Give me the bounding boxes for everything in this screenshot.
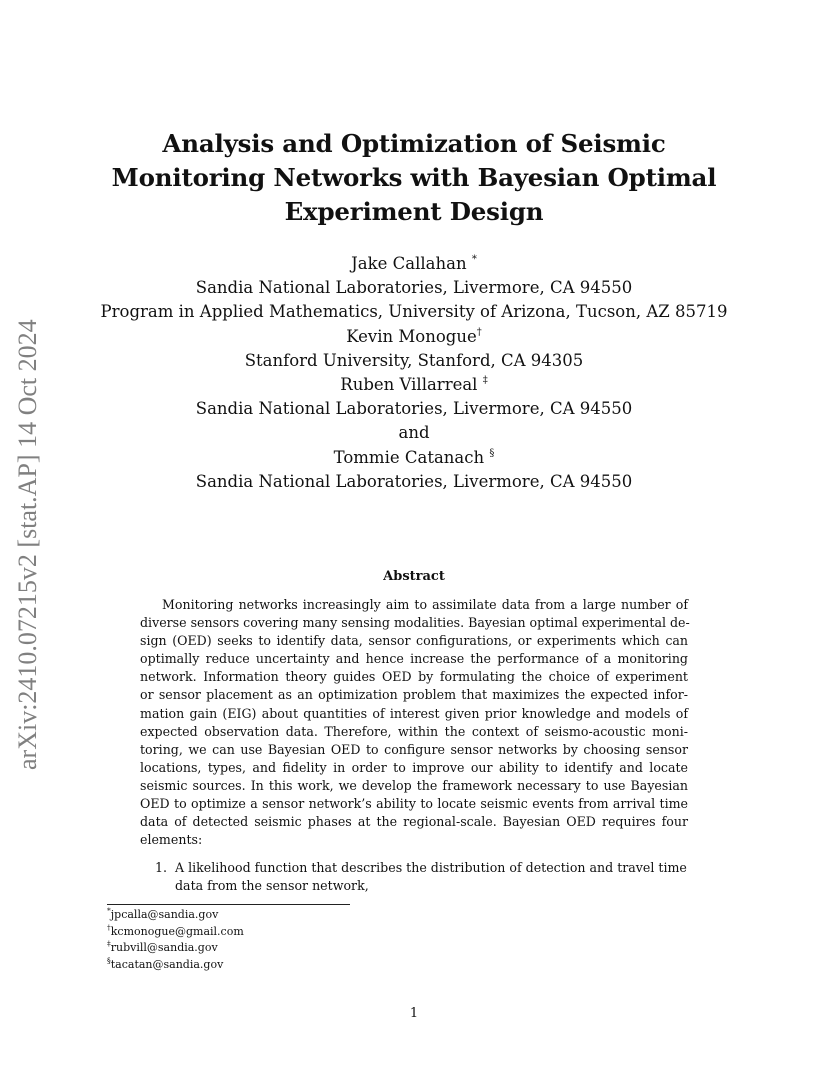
title-line: Monitoring Networks with Bayesian Optimal [111,163,717,192]
footnote-mark: ‡ [482,375,488,387]
footnotes [107,907,244,973]
page-number: 1 [409,1006,419,1021]
abstract-line: elements: [140,832,203,848]
abstract-line: OED to optimize a sensor network’s ability to locate seismic events from arrival time [140,796,688,812]
footnote-email: jpcalla@sandia.gov [110,908,219,921]
footnote-mark: * [471,254,477,265]
abstract-line: toring, we can use Bayesian OED to configure sensor networks by choosing sensor [140,741,688,757]
footnote [107,957,244,974]
footnote-mark: * [107,906,111,915]
abstract-line: seismic sources. In this work, we develop the framework necessary to use Bayesian [140,777,688,793]
author-affiliation: Sandia National Laboratories, Livermore, CA 94550 [195,399,633,419]
title-line: Analysis and Optimization of Seismic [162,129,666,158]
footnote-rule [107,904,350,905]
abstract-line: locations, types, and fidelity in order to improve our ability to identify and locate [140,759,688,775]
author-block [80,252,748,494]
list-item-line: A likelihood function that describes the distribution of detection and travel time [175,860,687,875]
list-item-number: 1. [155,860,168,875]
abstract-line: expected observation data. Therefore, within the context of seismo-acoustic moni- [140,723,688,739]
footnote [107,940,244,957]
abstract-line: mation gain (EIG) about quantities of interest given prior knowledge and models of [140,705,688,721]
author-name: Jake Callahan [351,254,467,273]
paper-title [80,127,748,229]
footnote [107,924,244,941]
list-item-line: data from the sensor network, [175,878,369,894]
footnote-mark: ‡ [107,939,111,948]
footnote [107,907,244,924]
abstract-line: optimally reduce uncertainty and hence increase the performance of a monitoring [140,651,688,667]
author-name: Ruben Villarreal [340,375,478,395]
abstract-heading: Abstract [383,569,445,584]
author-affiliation: Sandia National Laboratories, Livermore, CA 94550 [195,278,633,298]
author-1 [80,252,748,276]
author-conjunction: and [398,423,430,443]
footnote-mark: § [107,955,111,965]
abstract-line: sign (OED) seeks to identify data, sensor configurations, or experiments which can [140,633,688,649]
author-2 [80,325,748,349]
abstract-line: data of detected seismic phases at the regional-scale. Bayesian OED requires four [140,814,688,830]
abstract-line: diverse sensors covering many sensing modalities. Bayesian optimal experimental de- [140,615,690,631]
abstract-line: network. Information theory guides OED by formulating the choice of experiment [140,669,688,685]
footnote-mark: † [107,922,111,932]
author-affiliation: Stanford University, Stanford, CA 94305 [244,350,584,370]
author-name: Tommie Catanach [333,447,485,467]
author-3 [80,373,748,397]
abstract-line: or sensor placement as an optimization problem that maximizes the expected infor- [140,687,688,703]
title-line: Experiment Design [284,197,544,226]
footnote-mark: † [476,326,482,338]
author-name: Kevin Monogue [346,326,477,346]
arxiv-identifier-stamp: arXiv:2410.07215v2 [stat.AP] 14 Oct 2024 [13,319,42,770]
footnote-email: tacatan@sandia.gov [110,957,224,971]
footnote-mark: § [489,447,495,459]
abstract-text [140,596,688,849]
author-affiliation: Program in Applied Mathematics, University of Arizona, Tucson, AZ 85719 [100,302,728,322]
author-4 [80,446,748,470]
list-item-text [175,859,685,895]
author-affiliation: Sandia National Laboratories, Livermore, CA 94550 [195,471,633,491]
abstract-line: Monitoring networks increasingly aim to assimilate data from a large number of [162,597,688,612]
footnote-email: kcmonogue@gmail.com [110,924,244,938]
footnote-email: rubvill@sandia.gov [110,941,218,954]
